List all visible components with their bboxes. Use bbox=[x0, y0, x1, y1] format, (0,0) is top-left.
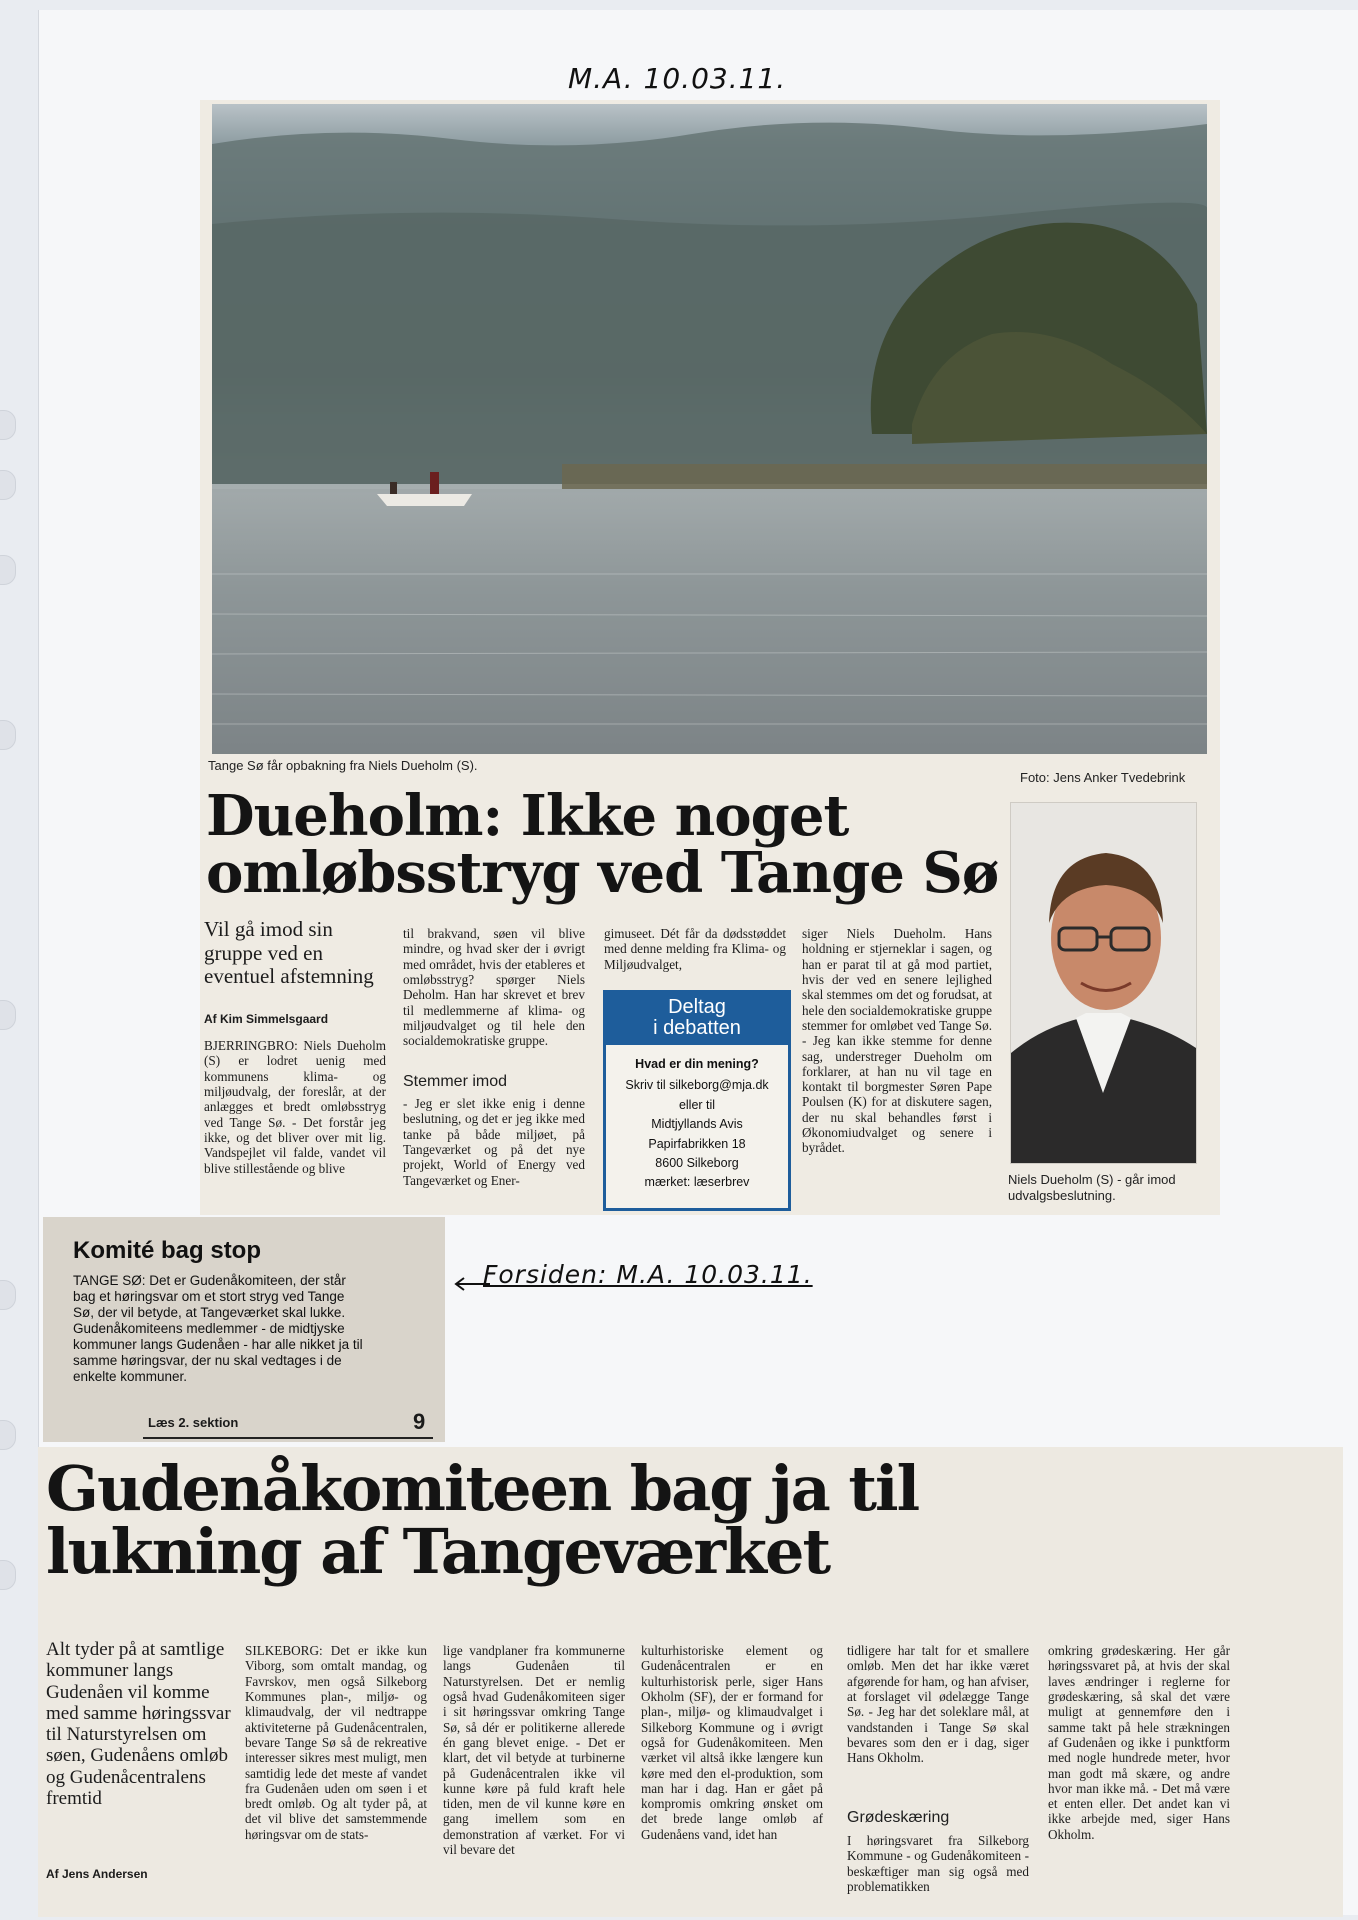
column-4: siger Niels Dueholm. Hans holdning er stjerneklar i sagen, og han er parat til at gå mod partiet, hvis der ved en senere lejlighed skal stemmes om det og forudsat, at hele den socialdemokratiske gruppe stemmer for omløbet ved Tange Sø. - Jeg kan ikke stemme for denne sag, understreger Dueholm om forklarer, at han nu vil tage en kontakt til borgmester Søren Pape Poulsen (K) for at diskutere sagen, der nu skal behandles først i Økonomiudvalget og senere i byrådet. bbox=[802, 926, 992, 1156]
deck: Vil gå imod sin gruppe ved en eventuel afstemning bbox=[204, 917, 374, 989]
gudenaa-column-5: omkring grødeskæring. Her går høringssvaret på, at hvis der skal laves ændringer i reglerne for grødeskæring, så skal det være muligt at gennemføre den i samme takt på hele strækningen af Gudenåen og ikke i punktform med nogle hundrede meter, hvor man godt må skære, og andre hvor man ikke må. - Det må være et enten eller. Det andet kan vi ikke arbejde med, siger Hans Okholm. bbox=[1048, 1643, 1230, 1842]
headline-gudenaa: Gudenåkomiteen bag ja til lukning af Tangeværket bbox=[46, 1452, 919, 1589]
komite-body: TANGE SØ: Det er Gudenåkomiteen, der står bag et høringsvar om et stort stryg ved Tange Sø, der vil betyde, at Tangeværket skal lukke. Gudenåkomiteens medlemmer - de midtjyske kommuner langs Gudenåen - har alle nikket ja til samme høringsvar, der nu skal vedtages i de enkelte kommuner. bbox=[73, 1273, 363, 1384]
komite-title: Komité bag stop bbox=[73, 1237, 262, 1264]
byline: Af Kim Simmelsgaard bbox=[204, 1012, 329, 1026]
gudenaa-column-3: kulturhistoriske element og Gudenåcentralen er en kulturhistorisk perle, siger Hans Okholm (SF), der er formand for plan-, miljø- og klimaudvalget i Silkeborg Kommune og i øvrigt også for Gudenåkomiteen. Men værket vil altså ikke længere kun køre med den el-produktion, som man har i dag. Han er gået på kompromis omkring ønsket om det brede lange omløb af Gudenåens vand, idet han bbox=[641, 1643, 823, 1842]
photo-credit: Foto: Jens Anker Tvedebrink bbox=[1020, 770, 1186, 785]
subhead-grodeskaering: Grødeskæring bbox=[847, 1809, 950, 1826]
subhead-stemmer-imod: Stemmer imod bbox=[403, 1073, 508, 1090]
deltag-body: Hvad er din mening? Skriv til silkeborg@mja.dk eller til Midtjyllands Avis Papirfabrikken 18 8600 Silkeborg mærket: læserbrev bbox=[625, 1057, 769, 1190]
gudenaa-column-2: lige vandplaner fra kommunerne langs Gudenåen til Naturstyrelsen. Det er nemlig også hvad Gudenåkomiteen siger i sit høringssvar omkring Tange Sø, så dér er politikerne allerede én gang blevet enige. - Det er klart, det vil betyde at turbinerne på Gudenåcentralen ikke vil kunne køre på fuld kraft hele tiden, men de vil kunne køre en gang imellem som en demonstration af værket. For vi vil bevare det bbox=[443, 1643, 625, 1858]
gudenaa-column-1: SILKEBORG: Det er ikke kun Viborg, som omtalt mandag, og Favrskov, men også Silkeborg Kommunes plan-, miljø- og klimaudvalg, der vil nedtrappe aktiviteterne på Gudenåcentralen, bevare Tange Sø så de rekreative interesser sikres mest muligt, men samtidig lede det meste af vandet fra Gudenåen uden om søen i et bredt omløb. Og alt tyder på, at det vil blive det samstemmende høringsvar om de stats- bbox=[245, 1643, 427, 1842]
deltag-heading: Deltag i debatten bbox=[606, 993, 788, 1045]
komite-page-number: 9 bbox=[413, 1409, 426, 1434]
handwritten-forsiden: Forsiden: M.A. 10.03.11. bbox=[483, 1260, 813, 1289]
gudenaa-column-4: tidligere har talt for et smallere omløb. Men det har ikke været afgørende for ham, og han afviser, at forslaget vil ødelægge Tange Sø. - Jeg har det soleklare mål, at vandstanden i Tange Sø skal bevares som den er i dag, siger Hans Okholm. bbox=[847, 1643, 1029, 1766]
komite-underline bbox=[143, 1437, 433, 1439]
portrait-caption: Niels Dueholm (S) - går imod udvalgsbeslutning. bbox=[1008, 1172, 1176, 1203]
column-2b: - Jeg er slet ikke enig i denne beslutning, og det er jeg ikke med tanke på både miljøet, på Tangeværket og på det nye projekt, World of Energy ved Tangeværket og Ener- bbox=[403, 1096, 585, 1188]
column-2a: til brakvand, søen vil blive mindre, og hvad sker der i øvrigt med området, hvis der etableres et omløbsstryg? spørger Niels Deholm. Han har skrevet et brev til medlemmerne af klima- og miljøudvalget og til hele den socialdemokratiske gruppe. bbox=[403, 926, 585, 1049]
byline-gudenaa: Af Jens Andersen bbox=[46, 1867, 148, 1881]
lake-photo bbox=[212, 104, 1207, 754]
clipping-komite bbox=[43, 1217, 445, 1442]
deltag-box bbox=[603, 990, 791, 1211]
deck-gudenaa: Alt tyder på at samtlige kommuner langs Gudenåen vil komme med samme høringssvar til Naturstyrelsen om søen, Gudenåens omløb og Gudenåcentralens fremtid bbox=[46, 1639, 231, 1809]
headline: Dueholm: Ikke noget omløbsstryg ved Tange Sø bbox=[206, 783, 999, 907]
column-1: BJERRINGBRO: Niels Dueholm (S) er lodret uenig med kommunens klima- og miljøudvalg, der foreslår, at der anlægges et bredt omløbsstryg ved Tange Sø. - Det forstår jeg ikke, og det bliver over mit lig. Vandspejlet vil falde, vandet vil blive stillestående og blive bbox=[204, 1038, 386, 1176]
gudenaa-column-4b: I høringsvaret fra Silkeborg Kommune - og Gudenåkomiteen - beskæftiger man sig også med problematikken bbox=[847, 1833, 1029, 1894]
komite-reference: Læs 2. sektion bbox=[148, 1415, 239, 1430]
binder-holes bbox=[0, 0, 30, 1920]
column-3: gimuseet. Dét får da dødsstøddet med denne melding fra Klima- og Miljøudvalget, bbox=[604, 926, 786, 972]
portrait-photo bbox=[1010, 802, 1197, 1164]
handwritten-date: M.A. 10.03.11. bbox=[568, 62, 787, 95]
photo-caption: Tange Sø får opbakning fra Niels Dueholm (S). bbox=[208, 758, 478, 773]
clipping-dueholm-article bbox=[200, 100, 1220, 1215]
clipping-gudenaakomiteen bbox=[38, 1447, 1343, 1917]
